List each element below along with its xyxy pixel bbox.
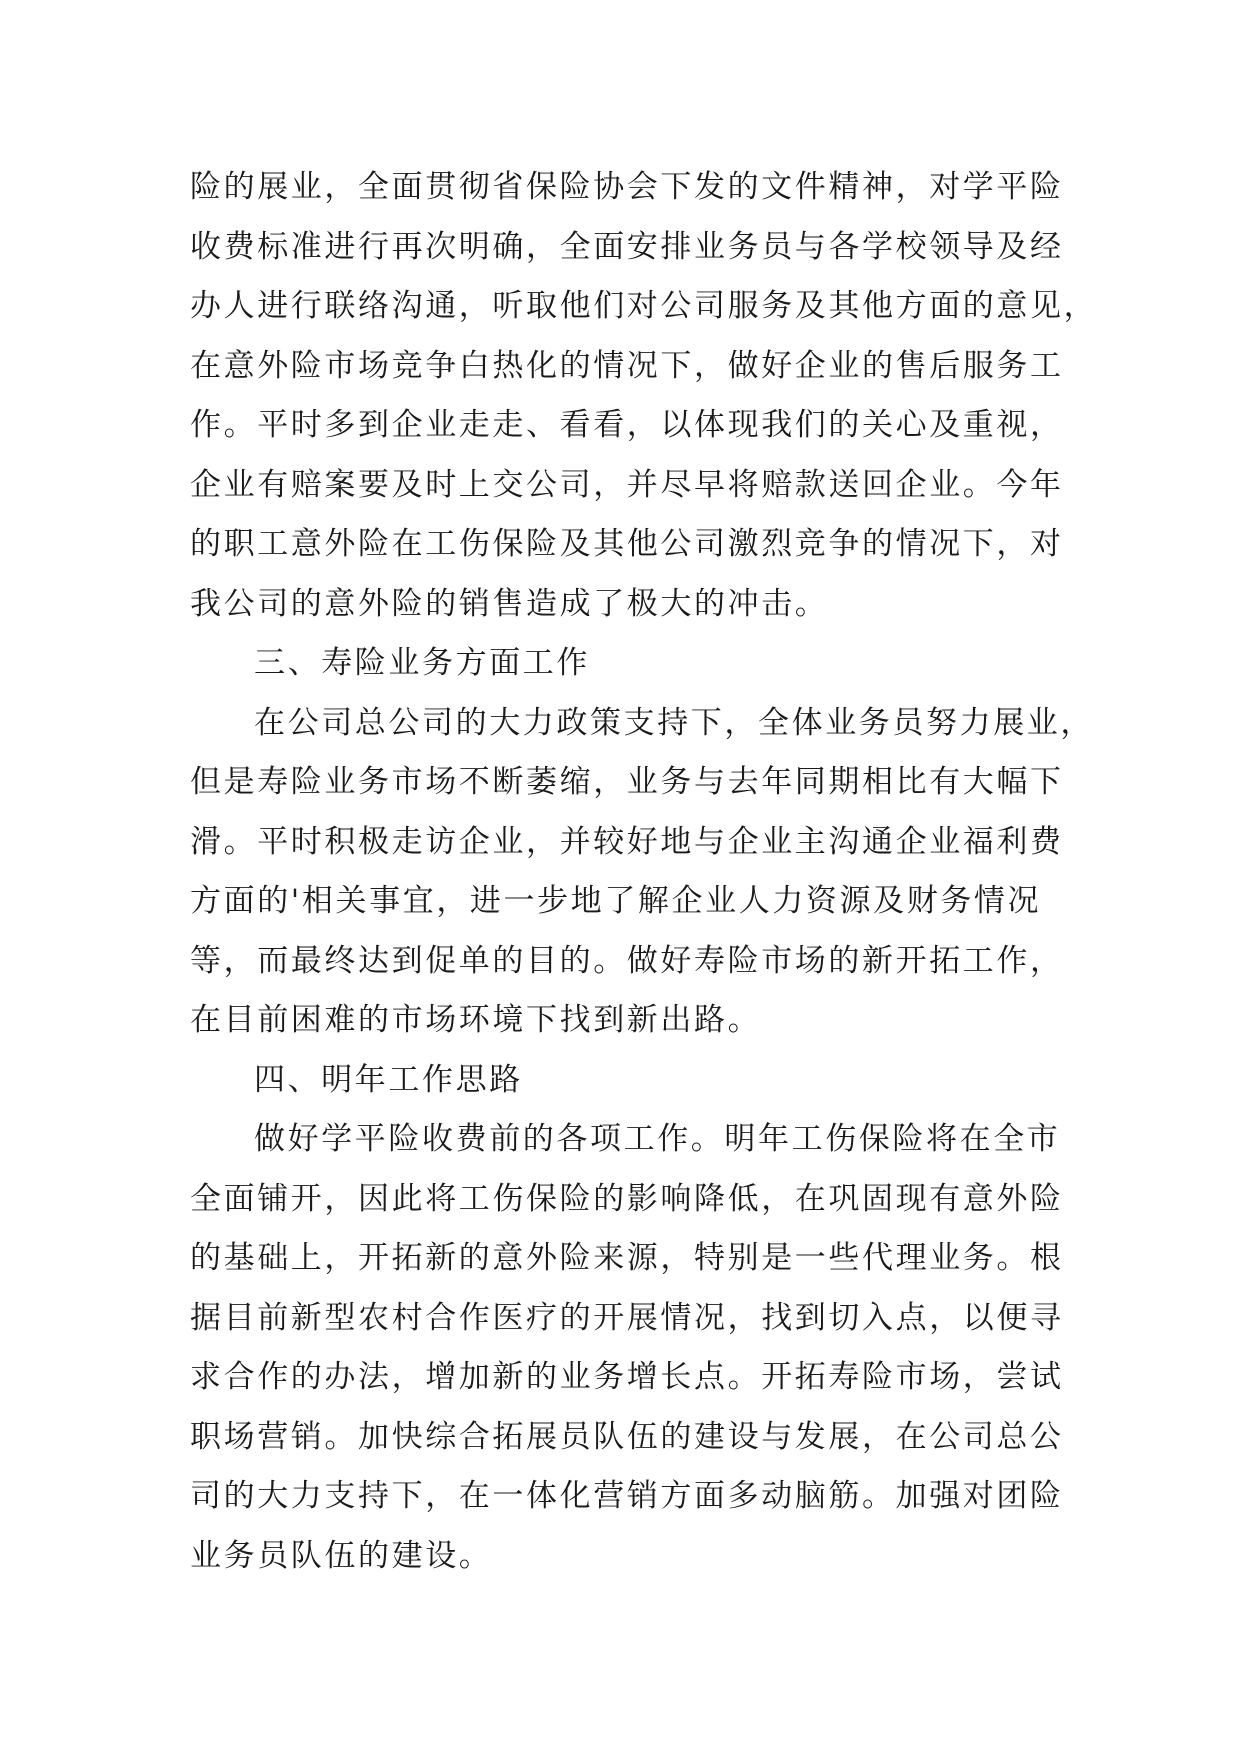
text-line: 险的展业，全面贯彻省保险协会下发的文件精神，对学平险 [190, 169, 1064, 205]
text-line: 全面铺开，因此将工伤保险的影响降低，在巩固现有意外险 [190, 1180, 1064, 1217]
text-line: 的基础上，开拓新的意外险来源，特别是一些代理业务。根 [190, 1240, 1064, 1276]
text-line: 司的大力支持下，在一体化营销方面多动脑筋。加强对团险 [190, 1478, 1064, 1514]
text-line: 的职工意外险在工伤保险及其他公司激烈竞争的情况下，对 [190, 526, 1064, 562]
text-line: 办人进行联络沟通，听取他们对公司服务及其他方面的意见， [190, 288, 1098, 324]
text-line: 收费标准进行再次明确，全面安排业务员与各学校领导及经 [190, 228, 1064, 265]
text-line: 等，而最终达到促单的目的。做好寿险市场的新开拓工作， [190, 942, 1064, 979]
text-line: 在目前困难的市场环境下找到新出路。 [190, 1002, 762, 1038]
text-line: 企业有赔案要及时上交公司，并尽早将赔款送回企业。今年 [190, 466, 1064, 503]
text-line: 做好学平险收费前的各项工作。明年工伤保险将在全市 [254, 1121, 1061, 1157]
text-line: 求合作的办法，增加新的业务增长点。开拓寿险市场，尝试 [190, 1359, 1064, 1395]
text-line: 我公司的意外险的销售造成了极大的冲击。 [190, 585, 829, 622]
text-line: 业务员队伍的建设。 [190, 1537, 493, 1574]
text-line: 方面的'相关事宜，进一步地了解企业人力资源及财务情况 [190, 883, 1042, 919]
text-line: 滑。平时积极走访企业，并较好地与企业主沟通企业福利费 [190, 823, 1064, 860]
text-line: 在意外险市场竞争白热化的情况下，做好企业的售后服务工 [190, 347, 1064, 384]
document-body [190, 158, 1098, 1586]
text-line: 据目前新型农村合作医疗的开展情况，找到切入点，以便寻 [190, 1299, 1064, 1336]
text-line: 职场营销。加快综合拓展员队伍的建设与发展，在公司总公 [190, 1418, 1064, 1455]
section-heading: 三、寿险业务方面工作 [254, 645, 590, 681]
text-line: 但是寿险业务市场不断萎缩，业务与去年同期相比有大幅下 [190, 764, 1064, 800]
section-heading: 四、明年工作思路 [254, 1061, 523, 1098]
text-line: 作。平时多到企业走走、看看，以体现我们的关心及重视， [190, 407, 1064, 443]
text-line: 在公司总公司的大力政策支持下，全体业务员努力展业， [254, 704, 1094, 741]
